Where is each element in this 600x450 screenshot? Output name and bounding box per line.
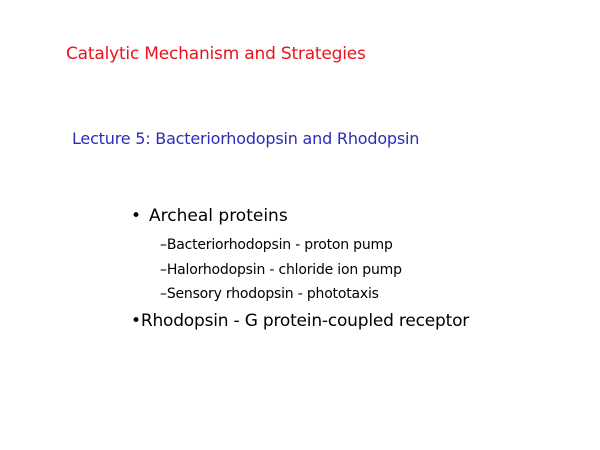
sub-bullet-text: Bacteriorhodopsin - proton pump [166,237,393,253]
sub-bullet-bacteriorhodopsin [160,237,393,253]
sub-bullet-sensory-rhodopsin [160,286,379,302]
bullet-text: Archeal proteins [149,206,288,226]
slide-title: Catalytic Mechanism and Strategies [66,44,366,64]
bullet-text: Rhodopsin - G protein-coupled receptor [140,311,470,331]
sub-bullet-halorhodopsin [160,262,402,278]
bullet-marker: • [131,311,141,331]
sub-bullet-marker: – [160,237,167,253]
sub-bullet-text: Halorhodopsin - chloride ion pump [166,262,402,278]
slide-subtitle: Lecture 5: Bacteriorhodopsin and Rhodopsin [72,129,420,148]
bullet-rhodopsin [131,311,469,331]
bullet-marker: • [131,206,142,226]
sub-bullet-marker: – [160,286,167,302]
sub-bullet-text: Sensory rhodopsin - phototaxis [166,286,379,302]
bullet-archeal-proteins [131,206,288,226]
sub-bullet-marker: – [160,262,167,278]
